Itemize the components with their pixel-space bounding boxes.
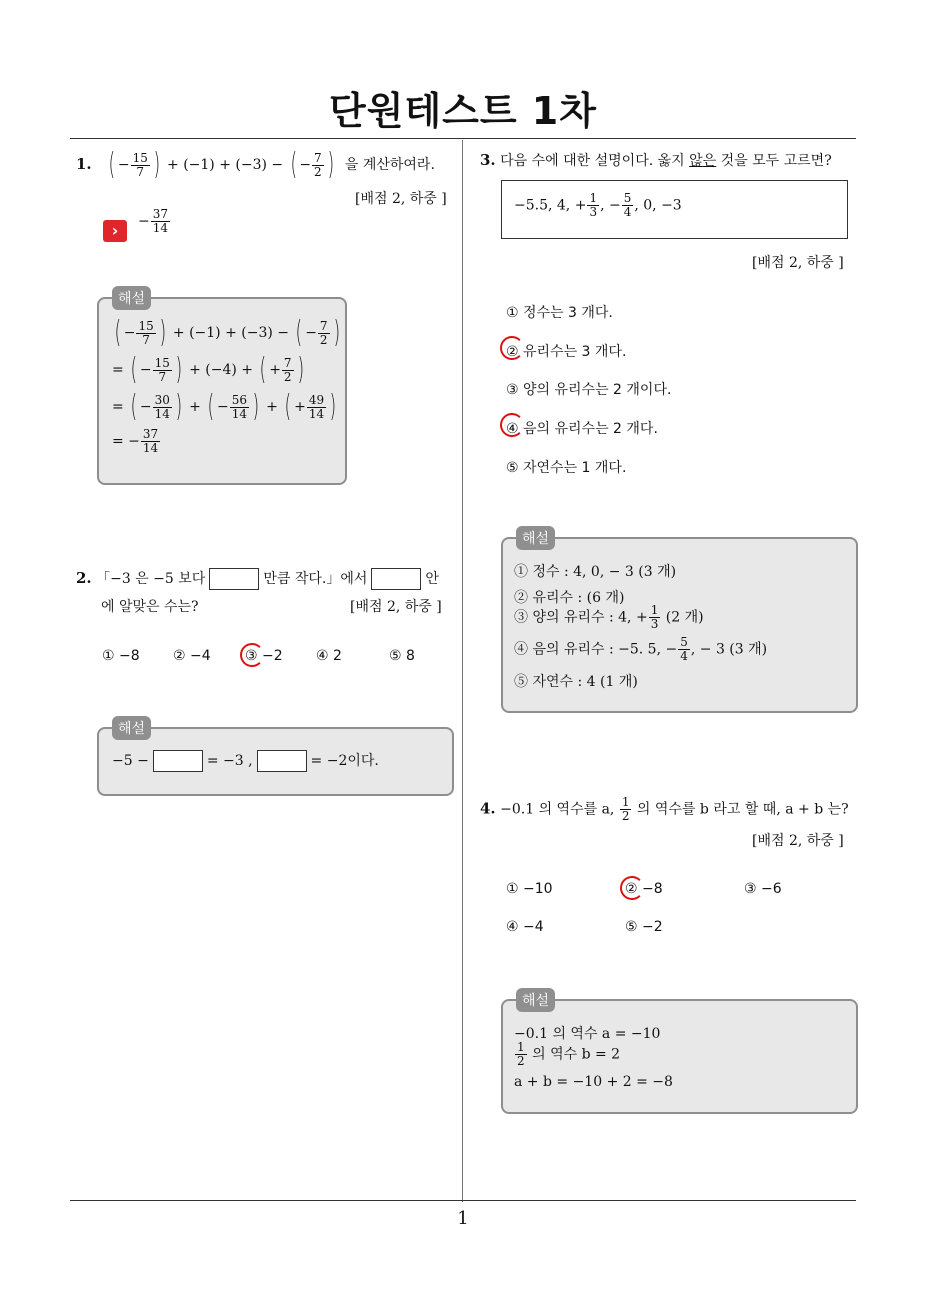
q1-meta: [배점 2, 하중 ]	[355, 191, 447, 207]
q4-sol-line-1: −0.1 의 역수 a = −10	[514, 1026, 661, 1042]
q3-sol-line-3: ③ 양의 유리수 : 4, + $\frac{1}{3}$ (2 개)	[514, 603, 704, 631]
q2-text-d: 에 알맞은 수는?	[101, 599, 199, 615]
choice-4[interactable]: ④ 2	[316, 648, 342, 664]
q4-sol-line-2: $\frac{1}{2}$ 의 역수 b = 2	[517, 1040, 621, 1068]
choice-3[interactable]: ③ 양의 유리수는 2 개이다.	[506, 382, 672, 398]
question-4: 4. −0.1 의 역수를 a, $\frac{1}{2}$ 의 역수를 b 라고 할 때, a + b 는?	[480, 795, 849, 823]
question-number: 3.	[480, 151, 496, 169]
choice-1[interactable]: ① −8	[102, 648, 140, 664]
question-number: 2.	[76, 569, 92, 587]
q1-sol-line-1: ( − $\frac{15}{7}$ ) + (−1) + (−3) − ( − $\frac{7}{2}$ )	[114, 315, 340, 350]
q4-sol-line-3: a + b = −10 + 2 = −8	[514, 1074, 673, 1090]
solution-tag: 해설	[516, 988, 555, 1012]
q1-sol-line-2: = ( − $\frac{15}{7}$ ) + (−4) + ( + $\frac{7}{2}$ )	[112, 352, 304, 387]
choice-5[interactable]: ⑤ 자연수는 1 개다.	[506, 460, 627, 476]
q4-text-a: −0.1 의 역수를 a,	[500, 801, 615, 818]
page-title: 단원테스트 1차	[329, 89, 597, 133]
q1-expression: ( − $\frac{15}{7}$ ) + (−1) + (−3) − ( − $\frac{7}{2}$ )	[108, 147, 334, 182]
choice-1[interactable]: ① −10	[506, 881, 553, 897]
choice-2[interactable]: ② −4	[173, 648, 211, 664]
top-rule	[70, 138, 856, 139]
q3-sol-line-2: ② 유리수 : (6 개)	[514, 590, 625, 606]
q3-text-underlined: 않은	[689, 153, 717, 169]
choice-3[interactable]: ③ −6	[744, 881, 782, 897]
q3-text-a: 다음 수에 대한 설명이다. 옳지	[500, 153, 690, 169]
q3-number-list: −5.5, 4, + $\frac{1}{3}$ , − $\frac{5}{4}$ , 0, −3	[514, 191, 682, 219]
q1-sol-line-3: = ( − $\frac{30}{14}$ ) + ( − $\frac{56}{14}$ ) + ( + $\frac{49}{14}$ )	[112, 389, 337, 424]
q4-text-b: 의 역수를 b 라고 할 때, a + b 는?	[636, 801, 849, 818]
choice-5[interactable]: ⑤ −2	[625, 919, 663, 935]
question-3	[480, 150, 832, 170]
solution-tag: 해설	[516, 526, 555, 550]
solution-tag: 해설	[112, 286, 151, 310]
q1-sol-line-4: = − $\frac{37}{14}$	[112, 427, 159, 455]
choice-4[interactable]: ④ −4	[506, 919, 544, 935]
question-number: 1.	[76, 155, 92, 173]
q3-text-b: 것을 모두 고르면?	[716, 153, 832, 169]
q2-sol-line: −5 − = −3 , = −2이다.	[112, 750, 379, 772]
q3-meta: [배점 2, 하중 ]	[752, 255, 844, 271]
q3-sol-line-4: ④ 음의 유리수 : −5. 5, − $\frac{5}{4}$ , − 3 (3 개)	[514, 635, 768, 663]
page-number: 1	[457, 1208, 469, 1229]
q3-sol-line-1: ① 정수 : 4, 0, − 3 (3 개)	[514, 564, 677, 580]
solution-tag: 해설	[112, 716, 151, 740]
question-number: 4.	[480, 799, 496, 818]
question-2	[76, 568, 439, 590]
choice-2[interactable]: ② 유리수는 3 개다.	[506, 344, 627, 360]
q2-text-c: 안	[425, 571, 439, 587]
column-divider	[462, 140, 463, 1202]
q3-sol-line-5: ⑤ 자연수 : 4 (1 개)	[514, 674, 638, 690]
question-1	[76, 147, 435, 182]
choice-1[interactable]: ① 정수는 3 개다.	[506, 305, 613, 321]
bottom-rule	[70, 1200, 856, 1201]
q4-meta: [배점 2, 하중 ]	[752, 833, 844, 849]
choice-4[interactable]: ④ 음의 유리수는 2 개다.	[506, 421, 658, 437]
q2-text-b: 만큼 작다.」에서	[263, 571, 368, 587]
choice-3[interactable]: ③ −2	[245, 648, 283, 664]
q1-answer: − $\frac{37}{14}$	[138, 207, 169, 235]
blank-box	[371, 568, 421, 590]
choice-5[interactable]: ⑤ 8	[389, 648, 415, 664]
answer-arrow-icon[interactable]: ›	[103, 220, 127, 242]
q2-text-a: 「−3 은 −5 보다	[96, 571, 206, 587]
q2-meta: [배점 2, 하중 ]	[350, 599, 442, 615]
q1-instruction: 을 계산하여라.	[344, 157, 435, 173]
blank-box	[209, 568, 259, 590]
choice-2[interactable]: ② −8	[625, 881, 663, 897]
